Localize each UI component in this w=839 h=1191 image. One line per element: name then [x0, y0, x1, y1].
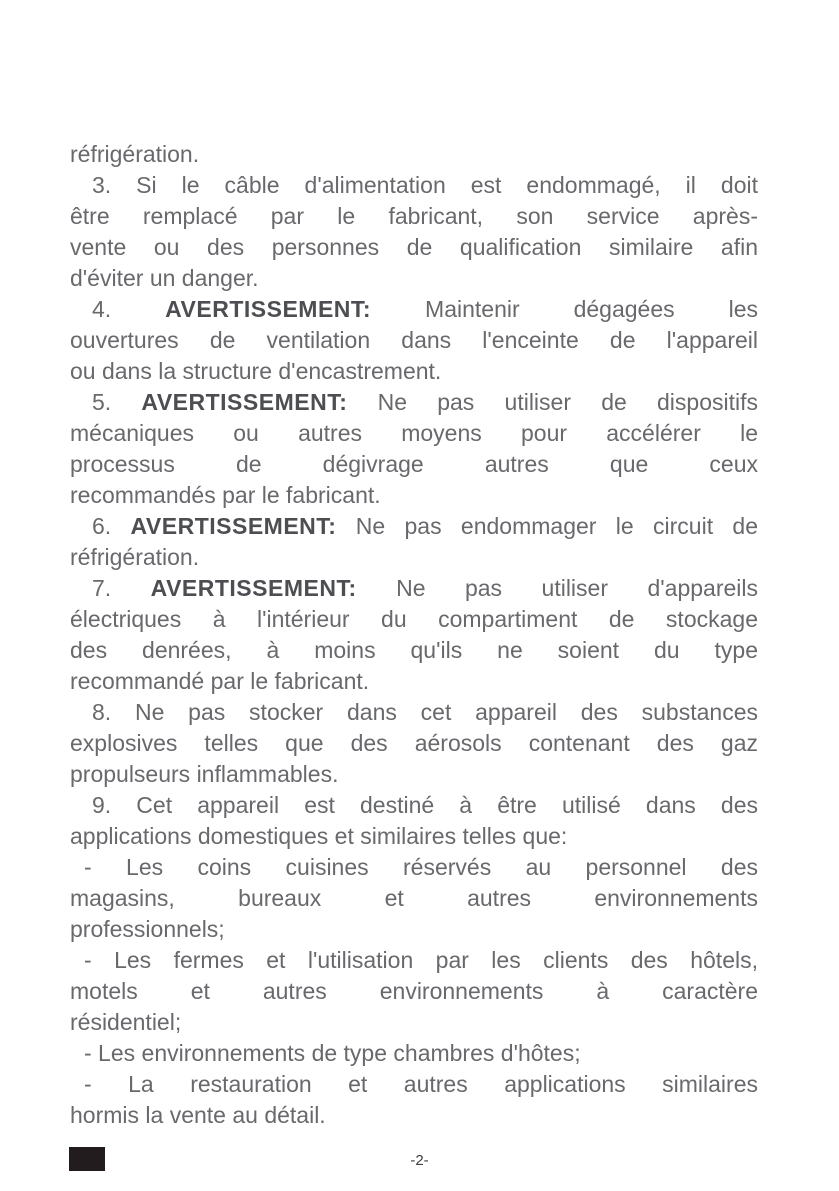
text-line	[70, 914, 758, 945]
text-span: mécaniques ou autres moyens pour accélérer le	[70, 420, 758, 446]
text-span: ou dans la structure d'encastrement.	[70, 358, 442, 384]
text-span: - Les coins cuisines réservés au personnel des	[84, 854, 758, 880]
text-line	[70, 356, 758, 387]
text-span: recommandé par le fabricant.	[70, 668, 370, 694]
text-line	[70, 573, 758, 604]
paragraph	[70, 170, 758, 294]
paragraph	[70, 573, 758, 697]
text-line	[70, 759, 758, 790]
text-span: 3. Si le câble d'alimentation est endommagé, il doit	[92, 172, 758, 198]
text-line	[70, 418, 758, 449]
text-line	[70, 883, 758, 914]
text-line	[70, 728, 758, 759]
text-line	[70, 604, 758, 635]
text-line	[70, 170, 758, 201]
text-line	[70, 232, 758, 263]
text-span: recommandés par le fabricant.	[70, 482, 381, 508]
text-line	[70, 666, 758, 697]
text-line	[70, 945, 758, 976]
text-line	[70, 1038, 758, 1069]
warning-keyword: AVERTISSEMENT:	[141, 389, 348, 415]
paragraph	[70, 139, 758, 170]
text-span: 8. Ne pas stocker dans cet appareil des substances	[92, 699, 758, 725]
text-span: professionnels;	[70, 916, 225, 942]
text-span: - Les environnements de type chambres d'hôtes;	[84, 1040, 581, 1066]
text-span: magasins, bureaux et autres environnements	[70, 885, 758, 911]
paragraph	[70, 1038, 758, 1069]
paragraph	[70, 1069, 758, 1131]
text-span: électriques à l'intérieur du compartiment de stockage	[70, 606, 758, 632]
text-span: applications domestiques et similaires telles que:	[70, 823, 568, 849]
warning-keyword: AVERTISSEMENT:	[165, 296, 372, 322]
text-span: réfrigération.	[70, 544, 200, 570]
warning-keyword: AVERTISSEMENT:	[130, 513, 337, 539]
text-span: 5.	[92, 389, 142, 415]
text-span: Ne pas endommager le circuit de	[336, 513, 758, 539]
text-span: 6.	[92, 513, 131, 539]
text-line	[70, 976, 758, 1007]
paragraph	[70, 294, 758, 387]
text-span: Ne pas utiliser d'appareils	[356, 575, 758, 601]
paragraph	[70, 790, 758, 852]
text-span: réfrigération.	[70, 141, 200, 167]
text-line	[70, 325, 758, 356]
text-span: être remplacé par le fabricant, son service après-	[70, 203, 758, 229]
text-line	[70, 139, 758, 170]
text-span: vente ou des personnes de qualification similaire afin	[70, 234, 758, 260]
text-line	[70, 635, 758, 666]
text-line	[70, 1100, 758, 1131]
paragraph	[70, 945, 758, 1038]
text-span: Ne pas utiliser de dispositifs	[347, 389, 758, 415]
text-span: résidentiel;	[70, 1009, 182, 1035]
text-span: ouvertures de ventilation dans l'enceinte de l'appareil	[70, 327, 758, 353]
text-line	[70, 542, 758, 573]
text-span: propulseurs inflammables.	[70, 761, 339, 787]
text-span: des denrées, à moins qu'ils ne soient du type	[70, 637, 758, 663]
text-line	[70, 263, 758, 294]
text-line	[70, 790, 758, 821]
text-span: d'éviter un danger.	[70, 265, 259, 291]
text-span: Maintenir dégagées les	[371, 296, 758, 322]
text-span: 7.	[92, 575, 151, 601]
text-span: 9. Cet appareil est destiné à être utilisé dans des	[92, 792, 758, 818]
text-span: explosives telles que des aérosols contenant des gaz	[70, 730, 758, 756]
text-line	[70, 449, 758, 480]
text-span: 4.	[92, 296, 166, 322]
text-line	[70, 511, 758, 542]
text-line	[70, 821, 758, 852]
paragraph	[70, 852, 758, 945]
text-line	[70, 387, 758, 418]
text-line	[70, 201, 758, 232]
text-line	[70, 294, 758, 325]
text-line	[70, 852, 758, 883]
paragraph	[70, 511, 758, 573]
text-span: hormis la vente au détail.	[70, 1102, 326, 1128]
text-span: motels et autres environnements à caractère	[70, 978, 758, 1004]
page-number: -2-	[410, 1152, 429, 1169]
text-span: - La restauration et autres applications similaires	[84, 1071, 758, 1097]
warning-keyword: AVERTISSEMENT:	[150, 575, 357, 601]
text-line	[70, 1007, 758, 1038]
document-body	[70, 139, 758, 1131]
text-line	[70, 1069, 758, 1100]
text-span: processus de dégivrage autres que ceux	[70, 451, 758, 477]
text-line	[70, 697, 758, 728]
text-span: - Les fermes et l'utilisation par les clients des hôtels,	[84, 947, 758, 973]
paragraph	[70, 387, 758, 511]
text-line	[70, 480, 758, 511]
paragraph	[70, 697, 758, 790]
